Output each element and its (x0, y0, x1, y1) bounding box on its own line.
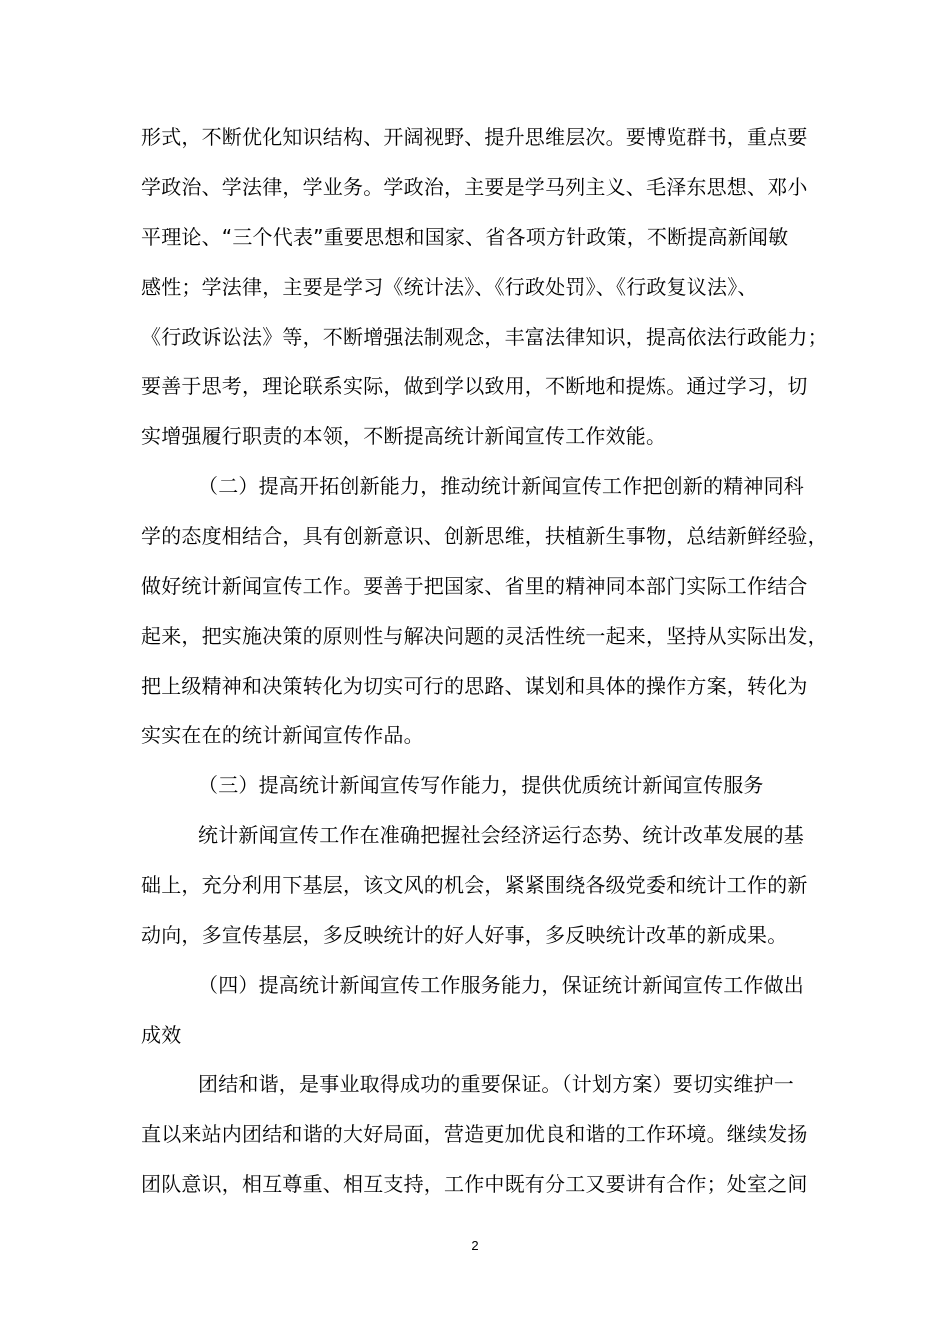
text-line: 起来，把实施决策的原则性与解决问题的灵活性统一起来，坚持从实际出发， (141, 624, 828, 648)
text-line: 感性；学法律，主要是学习《统计法》、《行政处罚》、《行政复议法》、 (141, 275, 758, 299)
text-line: 《行政诉讼法》等，不断增强法制观念，丰富法律知识，提高依法行政能力； (141, 325, 828, 349)
section-heading: （四）提高统计新闻宣传工作服务能力，保证统计新闻宣传工作做出 (198, 973, 804, 997)
text-line: 动向，多宣传基层，多反映统计的好人好事，多反映统计改革的新成果。 (141, 923, 788, 947)
text-line: 做好统计新闻宣传工作。要善于把国家、省里的精神同本部门实际工作结合 (141, 574, 808, 598)
text-line: 直以来站内团结和谐的大好局面，营造更加优良和谐的工作环境。继续发扬 (141, 1122, 808, 1146)
text-line: 形式，不断优化知识结构、开阔视野、提升思维层次。要博览群书，重点要 (141, 125, 808, 149)
text-line: 础上，充分利用下基层，该文风的机会，紧紧围绕各级党委和统计工作的新 (141, 873, 808, 897)
text-line: 要善于思考，理论联系实际，做到学以致用，不断地和提炼。通过学习，切 (141, 374, 808, 398)
text-line: 把上级精神和决策转化为切实可行的思路、谋划和具体的操作方案，转化为 (141, 674, 808, 698)
text-line: 实实在在的统计新闻宣传作品。 (141, 723, 424, 747)
text-line: 平理论、“三个代表”重要思想和国家、省各项方针政策，不断提高新闻敏 (141, 225, 789, 249)
text-line: 学的态度相结合，具有创新意识、创新思维，扶植新生事物，总结新鲜经验， (141, 524, 828, 548)
text-line: 团队意识，相互尊重、相互支持，工作中既有分工又要讲有合作；处室之间 (141, 1172, 808, 1196)
text-line: 成效 (141, 1023, 182, 1047)
text-line: 团结和谐，是事业取得成功的重要保证。（计划方案）要切实维护一 (198, 1072, 794, 1096)
section-heading: （三）提高统计新闻宣传写作能力，提供优质统计新闻宣传服务 (198, 773, 764, 797)
page-number: 2 (471, 1238, 479, 1253)
text-line: 统计新闻宣传工作在准确把握社会经济运行态势、统计改革发展的基 (198, 823, 804, 847)
text-line: 实增强履行职责的本领，不断提高统计新闻宣传工作效能。 (141, 424, 667, 448)
section-heading: （二）提高开拓创新能力，推动统计新闻宣传工作把创新的精神同科 (198, 474, 804, 498)
text-line: 学政治、学法律，学业务。学政治，主要是学马列主义、毛泽东思想、邓小 (141, 175, 808, 199)
